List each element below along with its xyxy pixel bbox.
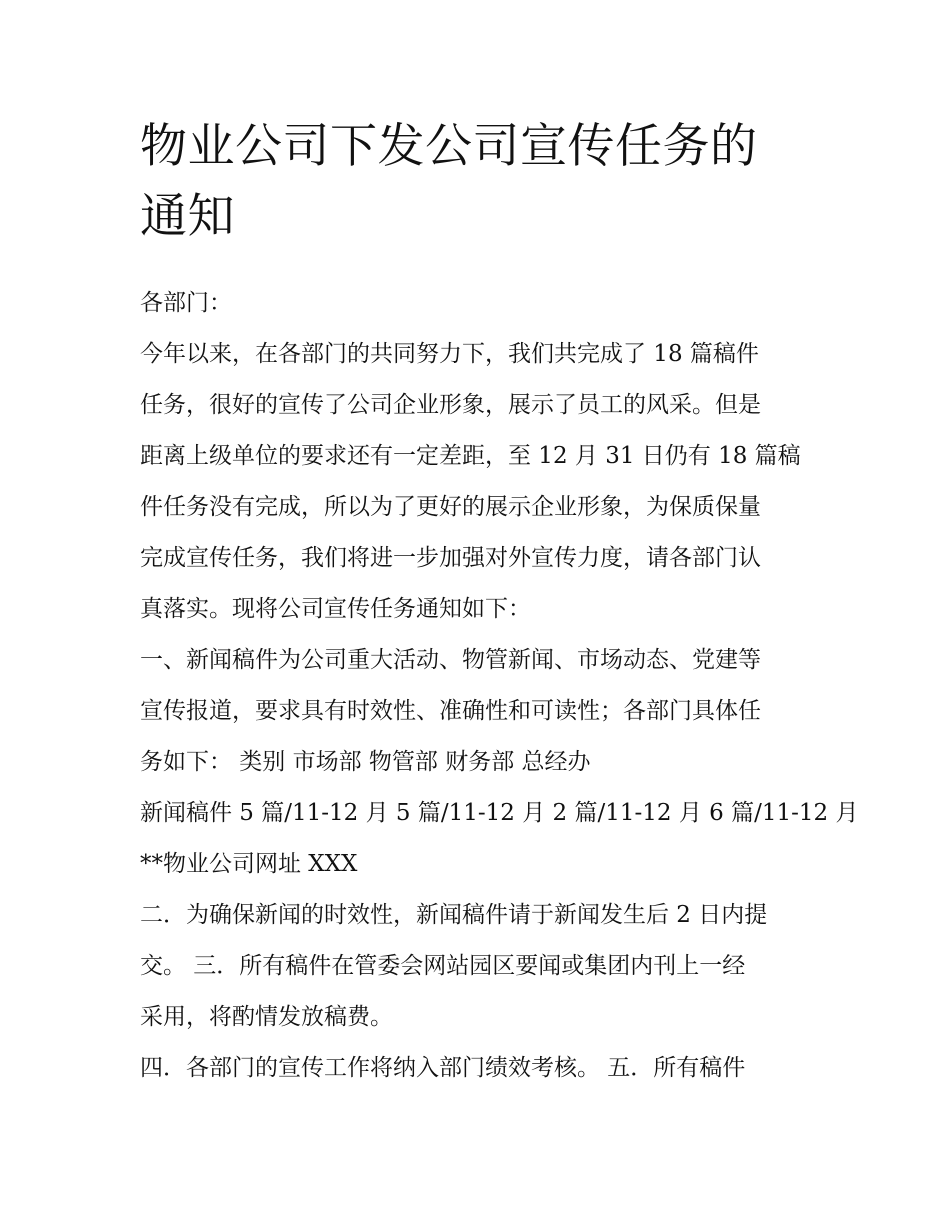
paragraph-line: 二．为确保新闻的时效性，新闻稿件请于新闻发生后 2 日内提 [140,902,768,928]
document-body [140,112,859,1094]
paragraph-line: 采用，将酌情发放稿费。 [140,1004,393,1030]
paragraph-line: 任务，很好的宣传了公司企业形象，展示了员工的风采。但是 [140,392,761,418]
paragraph-line: 今年以来，在各部门的共同努力下，我们共完成了 18 篇稿件 [140,341,759,367]
task-table-row: 新闻稿件 5 篇/11-12 月 5 篇/11-12 月 2 篇/11-12 月 6 篇/11-12 月 [140,800,859,826]
paragraph-line: 完成宣传任务，我们将进一步加强对外宣传力度，请各部门认 [140,545,761,571]
title-line-2: 通知 [140,189,235,244]
paragraph-line: 四．各部门的宣传工作将纳入部门绩效考核。 五．所有稿件 [140,1055,746,1081]
paragraph-line: 件任务没有完成，所以为了更好的展示企业形象，为保质保量 [140,494,761,520]
paragraph-line: 交。 三．所有稿件在管委会网站园区要闻或集团内刊上一经 [140,953,746,979]
task-table-header: 务如下： 类别 市场部 物管部 财务部 总经办 [140,749,591,775]
paragraph-line: 距离上级单位的要求还有一定差距，至 12 月 31 日仍有 18 篇稿 [140,443,801,469]
paragraph-line: 宣传报道，要求具有时效性、准确性和可读性；各部门具体任 [140,698,761,724]
title-line-1: 物业公司下发公司宣传任务的 [140,119,758,174]
paragraph-line: 真落实。现将公司宣传任务通知如下： [140,596,531,622]
company-website: **物业公司网址 XXX [140,851,358,877]
document-title [140,112,820,252]
salutation: 各部门： [140,290,232,316]
paragraph-line: 一、新闻稿件为公司重大活动、物管新闻、市场动态、党建等 [140,647,761,673]
